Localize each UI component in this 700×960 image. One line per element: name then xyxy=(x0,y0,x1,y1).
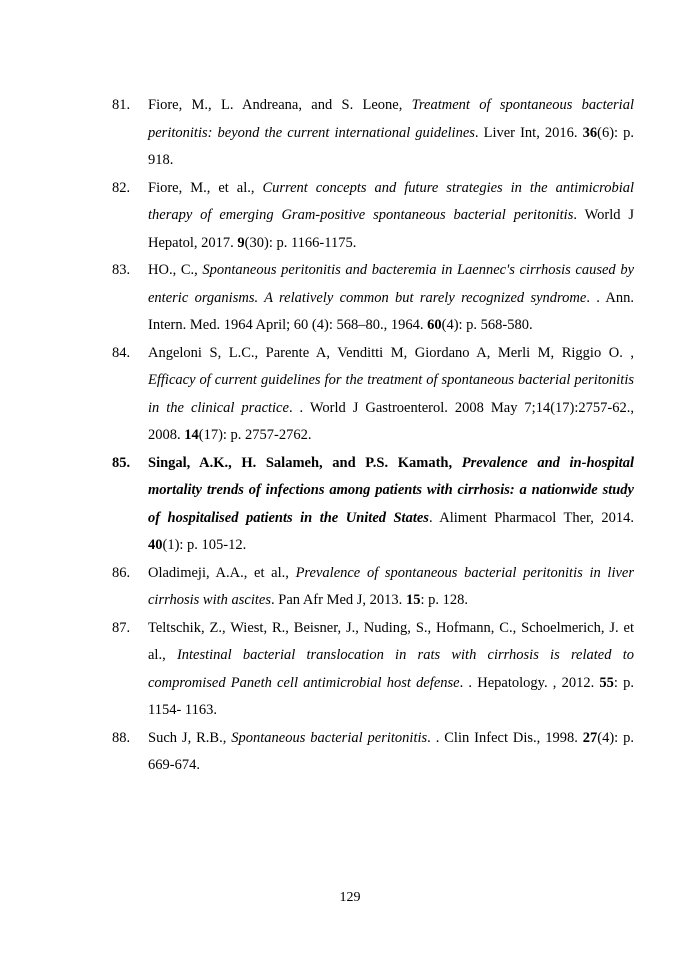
reference-title: Prevalence of spontaneous bacterial peritonitis in liver cirrhosis with ascites xyxy=(148,564,634,608)
reference-source: . . Ann. Intern. Med. 1964 April; 60 (4): 568–80., 1964. xyxy=(148,289,634,333)
reference-source: . Liver Int, 2016. xyxy=(474,124,583,141)
reference-item xyxy=(112,175,634,258)
reference-item xyxy=(112,725,634,780)
reference-item xyxy=(112,340,634,450)
reference-details: (6): p. 918. xyxy=(148,124,634,168)
reference-text xyxy=(148,257,634,340)
reference-number: 88. xyxy=(112,729,131,746)
reference-source: . World J Hepatol, 2017. xyxy=(148,207,635,251)
reference-volume: 27 xyxy=(582,729,598,746)
reference-authors: Angeloni S, L.C., Parente A, Venditti M, Giordano A, Merli M, Riggio O. , xyxy=(148,344,634,361)
reference-volume: 55 xyxy=(599,674,614,691)
reference-title: Spontaneous bacterial peritonitis xyxy=(231,729,428,746)
reference-text xyxy=(148,725,634,780)
reference-source: . . World J Gastroenterol. 2008 May 7;14(17):2757-62., 2008. xyxy=(148,399,634,443)
reference-number: 81. xyxy=(112,97,131,113)
reference-number: 84. xyxy=(112,344,131,361)
reference-details: : p. 1154- 1163. xyxy=(148,674,635,718)
reference-title: Prevalence and in-hospital mortality trends of infections among patients with cirrhosis: a nationwide study of hospitalised patients in the United States xyxy=(148,454,634,526)
reference-item xyxy=(112,257,634,340)
reference-number: 82. xyxy=(112,179,131,196)
reference-item xyxy=(112,92,634,175)
reference-title: Efficacy of current guidelines for the treatment of spontaneous bacterial peritonitis in the clinical practice xyxy=(148,372,634,416)
reference-details: (4): p. 568-580. xyxy=(441,317,533,333)
page-number: 129 xyxy=(339,890,361,905)
reference-item xyxy=(112,615,634,725)
reference-authors: Such J, R.B., xyxy=(148,729,232,746)
reference-text xyxy=(148,340,634,450)
reference-title: Spontaneous peritonitis and bacteremia in Laennec's cirrhosis caused by enteric organisms. A relatively common but rarely recognized syndrome xyxy=(148,262,634,306)
reference-number: 87. xyxy=(112,619,131,636)
reference-item xyxy=(112,560,634,615)
reference-list xyxy=(112,92,634,780)
reference-details: (4): p. 669-674. xyxy=(148,729,634,773)
reference-text xyxy=(148,450,634,560)
reference-details: (1): p. 105-12. xyxy=(162,537,247,553)
reference-authors: Singal, A.K., H. Salameh, and P.S. Kamath, xyxy=(148,454,462,471)
reference-volume: 15 xyxy=(405,592,421,608)
reference-title: Treatment of spontaneous bacterial peritonitis: beyond the current international guidelines xyxy=(148,97,634,141)
reference-source: . . Hepatology. , 2012. xyxy=(459,674,600,691)
reference-text xyxy=(148,175,634,258)
reference-text xyxy=(148,615,634,725)
reference-number: 85. xyxy=(112,454,131,471)
reference-text xyxy=(148,560,634,615)
reference-number: 83. xyxy=(112,262,131,278)
reference-details: : p. 128. xyxy=(420,592,468,608)
reference-volume: 60 xyxy=(427,317,442,333)
reference-item-highlighted xyxy=(112,450,634,560)
reference-details: (30): p. 1166-1175. xyxy=(244,234,357,251)
reference-text xyxy=(148,92,634,175)
reference-source: . Aliment Pharmacol Ther, 2014. xyxy=(428,509,634,526)
reference-authors: HO., C., xyxy=(148,262,203,278)
reference-authors: Teltschik, Z., Wiest, R., Beisner, J., Nuding, S., Hofmann, C., Schoelmerich, J. et al., xyxy=(148,619,634,663)
reference-volume: 14 xyxy=(184,427,199,443)
reference-source: . . Clin Infect Dis., 1998. xyxy=(427,729,583,746)
reference-number: 86. xyxy=(112,564,131,581)
reference-details: (17): p. 2757-2762. xyxy=(198,427,312,443)
reference-authors: Oladimeji, A.A., et al., xyxy=(148,564,296,581)
reference-volume: 9 xyxy=(237,234,245,251)
reference-volume: 40 xyxy=(148,537,163,553)
reference-authors: Fiore, M., L. Andreana, and S. Leone, xyxy=(148,97,412,113)
reference-title: Current concepts and future strategies in the antimicrobial therapy of emerging Gram-positive spontaneous bacterial peritonitis xyxy=(148,179,634,223)
reference-volume: 36 xyxy=(582,124,598,141)
reference-title: Intestinal bacterial translocation in rats with cirrhosis is related to compromised Paneth cell antimicrobial host defense xyxy=(148,647,634,691)
reference-source: . Pan Afr Med J, 2013. xyxy=(271,592,406,608)
reference-authors: Fiore, M., et al., xyxy=(148,179,263,196)
